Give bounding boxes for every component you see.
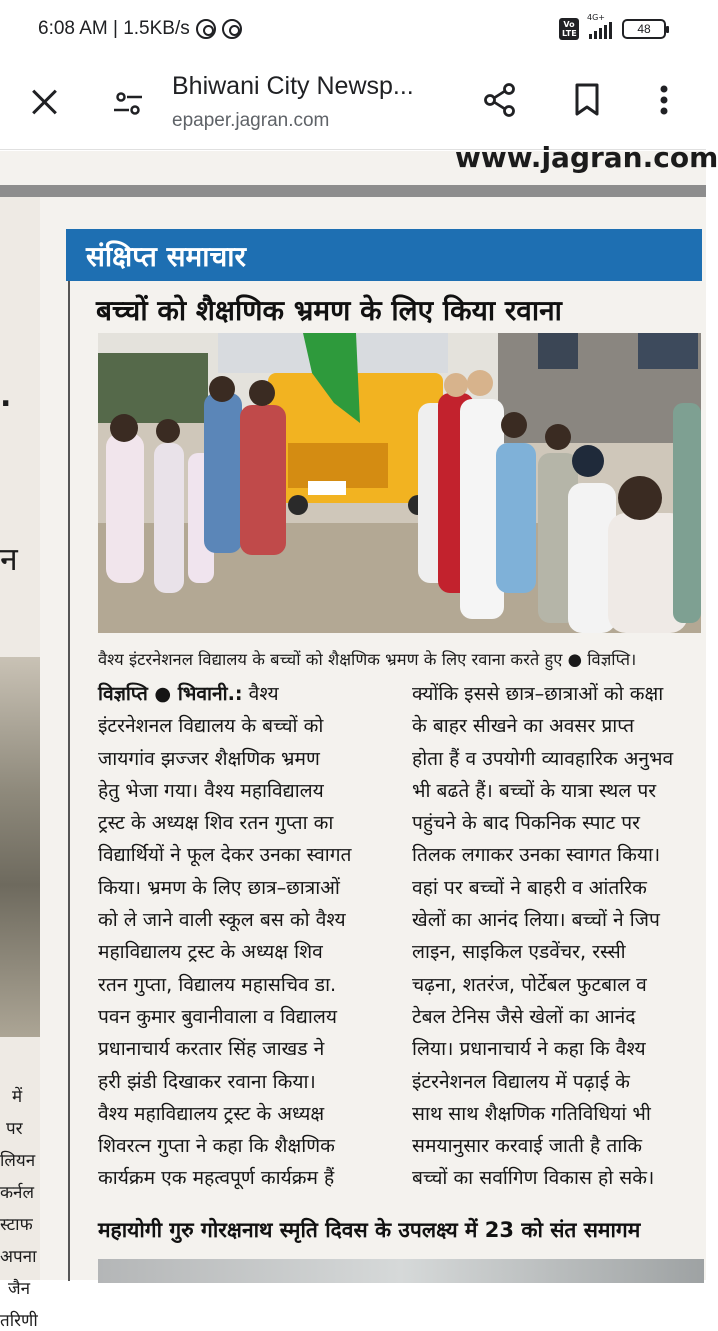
column-1-line: इंटरनेशनल विद्यालय के बच्चों को	[98, 714, 324, 738]
volte-icon: Vo LTE	[559, 18, 579, 40]
column-2-line: बच्चों का सर्वागिण विकास हो सके।	[412, 1166, 655, 1190]
header-band	[0, 185, 706, 197]
photo-caption: वैश्य इंटरनेशनल विद्यालय के बच्चों को शैक्षणिक भ्रमण के लिए रवाना करते हुए ● विज्ञप्ति।	[98, 650, 637, 669]
section-title: संक्षिप्त समाचार	[86, 240, 246, 273]
column-1-line: शिवरत्न गुप्ता ने कहा कि शैक्षणिक	[98, 1134, 335, 1158]
status-right	[559, 13, 666, 40]
column-1-line-0	[98, 678, 388, 710]
status-time-speed: 6:08 AM | 1.5KB/s	[38, 18, 190, 39]
column-2-line: भी बढते हैं। बच्चों के यात्रा स्थल पर	[412, 778, 657, 802]
left-fragment: में	[12, 1087, 23, 1107]
left-fragment: जैन	[8, 1279, 31, 1299]
share-icon[interactable]	[480, 80, 520, 120]
column-1-line: हरी झंडी दिखाकर रवाना किया।	[98, 1069, 316, 1093]
status-bar	[0, 0, 706, 62]
article-headline: बच्चों को शैक्षणिक भ्रमण के लिए किया रवाना	[96, 294, 562, 327]
page-url: epaper.jagran.com	[172, 110, 330, 131]
left-fragment: पर	[6, 1119, 23, 1139]
column-2-line: के बाहर सीखने का अवसर प्राप्त	[412, 714, 635, 738]
column-1-line: कार्यक्रम एक महत्वपूर्ण कार्यक्रम हैं	[98, 1166, 335, 1190]
close-icon[interactable]	[24, 82, 64, 122]
next-article-photo	[98, 1259, 704, 1283]
left-fragment: स्टाफ	[0, 1215, 33, 1235]
column-2-line: खेलों का आनंद लिया। बच्चों ने जिप	[412, 908, 660, 932]
column-2-line: लाइन, साइकिल एडवेंचर, रस्सी	[412, 940, 626, 964]
column-2-line: क्योंकि इससे छात्र–छात्राओं को कक्षा	[412, 682, 664, 705]
column-1-line: ट्रस्ट के अध्यक्ष शिव रतन गुप्ता का	[98, 811, 334, 835]
column-rule	[68, 281, 70, 1281]
column-2-line: वहां पर बच्चों ने बाहरी व आंतरिक	[412, 875, 647, 899]
whatsapp-business-icon	[222, 19, 242, 39]
whatsapp-icon	[196, 19, 216, 39]
column-1-line: महाविद्यालय ट्रस्ट के अध्यक्ष शिव	[98, 940, 323, 964]
left-fragment: कर्नल	[0, 1183, 35, 1203]
article-column-2	[412, 678, 704, 1195]
left-photo	[0, 657, 40, 1037]
column-2-line: इंटरनेशनल विद्यालय में पढ़ाई के	[412, 1069, 630, 1093]
column-2-line: तिलक लगाकर उनका स्वागत किया।	[412, 843, 661, 867]
left-fragment: .	[0, 379, 12, 414]
column-2-line: चढ़ना, शतरंज, पोर्टेबल फुटबाल व	[412, 972, 647, 996]
column-1-line: को ले जाने वाली स्कूल बस को वैश्य	[98, 908, 346, 932]
column-1-line: रतन गुप्ता, विद्यालय महासचिव डा.	[98, 972, 337, 996]
column-1-line: किया। भ्रमण के लिए छात्र–छात्राओं	[98, 875, 340, 899]
column-1-line: जायगांव झज्जर शैक्षणिक भ्रमण	[98, 746, 320, 770]
battery-icon: 48	[622, 19, 666, 39]
column-2-line: होता हैं व उपयोगी व्यावहारिक अनुभव	[412, 746, 674, 770]
article-column-1	[98, 678, 388, 1195]
column-1-line: पवन कुमार बुवानीवाला व विद्यालय	[98, 1004, 337, 1028]
next-article-headline: महायोगी गुरु गोरक्षनाथ स्मृति दिवस के उपलक्ष्य में 23 को संत समागम	[98, 1218, 641, 1242]
browser-app-bar	[0, 62, 706, 150]
column-2-line: साथ साथ शैक्षणिक गतिविधियां भी	[412, 1101, 651, 1125]
column-2-line: समयानुसार करवाई जाती है ताकि	[412, 1134, 642, 1158]
adjacent-article-strip	[0, 197, 40, 1331]
tune-icon[interactable]	[108, 84, 148, 124]
epaper-page[interactable]	[0, 141, 718, 1331]
more-vert-icon[interactable]	[646, 80, 682, 124]
left-fragment: लियन	[0, 1151, 36, 1171]
column-1-line: हेतु भेजा गया। वैश्य महाविद्यालय	[98, 778, 324, 802]
left-fragment: न	[0, 540, 18, 578]
article-photo	[98, 333, 701, 633]
bookmark-icon[interactable]	[568, 80, 608, 120]
byline: विज्ञप्ति ● भिवानी.:	[98, 682, 243, 705]
signal-icon	[587, 13, 612, 39]
status-left	[38, 18, 242, 40]
page-title: Bhiwani City Newsp...	[172, 72, 414, 100]
column-1-first: वैश्य	[248, 682, 279, 705]
column-1-line: वैश्य महाविद्यालय ट्रस्ट के अध्यक्ष	[98, 1101, 325, 1125]
left-fragment: तरिणी	[0, 1311, 38, 1331]
masthead: www.jagran.com	[455, 141, 718, 174]
network-type-label: 4G+	[587, 13, 605, 22]
left-fragment: अपना	[0, 1247, 37, 1267]
column-1-line: विद्यार्थियों ने फूल देकर उनका स्वागत	[98, 843, 352, 867]
column-2-line: लिया। प्रधानाचार्य ने कहा कि वैश्य	[412, 1037, 646, 1061]
column-2-line: टेबल टेनिस जैसे खेलों का आनंद	[412, 1004, 636, 1028]
column-2-line: पहुंचने के बाद पिकनिक स्पाट पर	[412, 811, 640, 835]
column-1-line: प्रधानाचार्य करतार सिंह जाखड ने	[98, 1037, 325, 1061]
